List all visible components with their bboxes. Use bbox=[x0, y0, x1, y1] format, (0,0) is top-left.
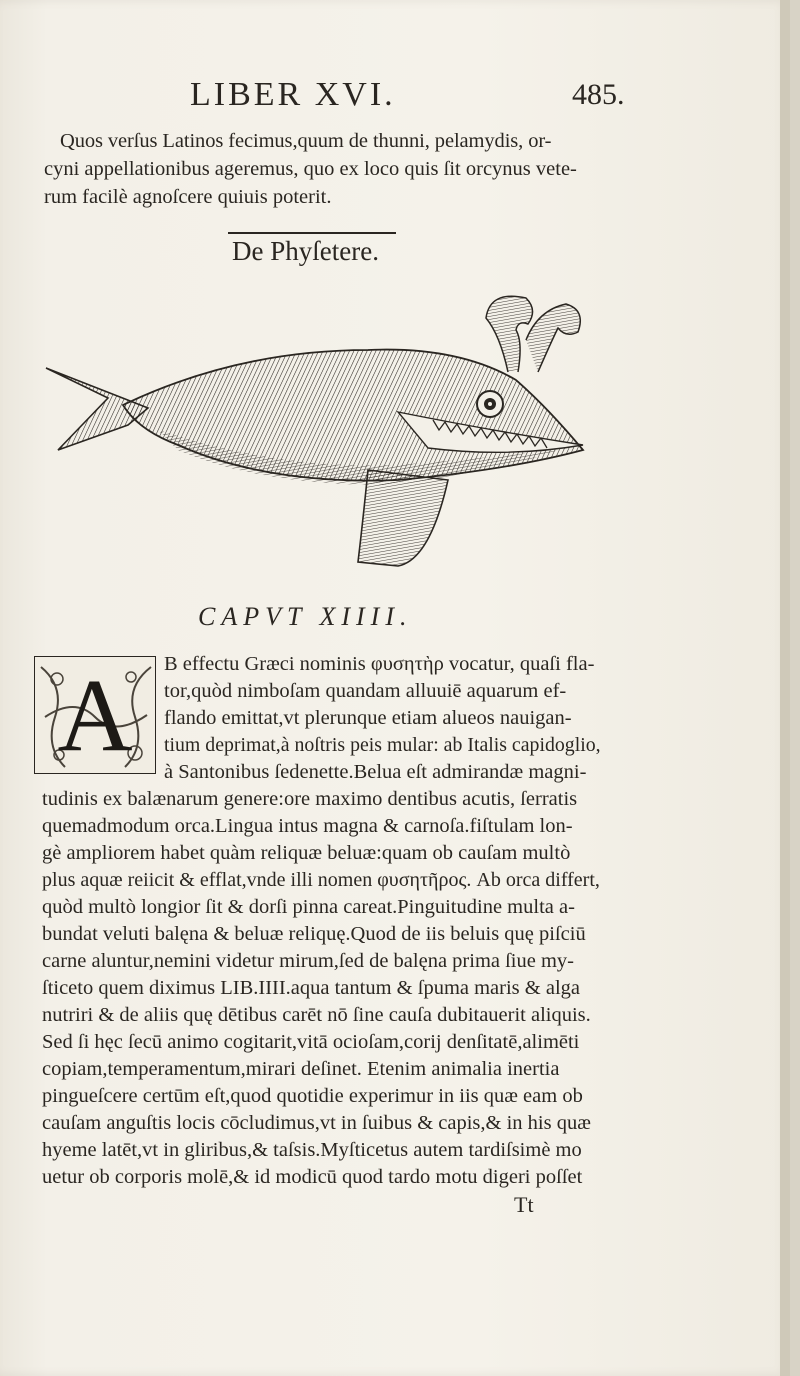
decorated-initial bbox=[34, 656, 156, 774]
section-rule bbox=[228, 232, 396, 234]
text-line: cauſam anguſtis locis cōcludimus,vt in ſuibus & capis,& in his quæ bbox=[42, 1112, 591, 1134]
text-line: carne aluntur,nemini videtur mirum,ſed de balęna prima ſiue my- bbox=[42, 950, 574, 972]
running-head bbox=[190, 76, 630, 116]
intro-line: rum facilè agnoſcere quiuis poterit. bbox=[44, 186, 332, 208]
text-line: nutriri & de aliis quę dētibus carēt nō ſine cauſa dubitauerit aliquis. bbox=[42, 1004, 591, 1026]
page-number: 485. bbox=[572, 78, 625, 111]
initial-letter: A bbox=[57, 658, 133, 773]
text-line: à Santonibus ſedenette.Belua eſt admirandæ magni- bbox=[164, 761, 587, 783]
text-line: Sed ſi hęc ſecū animo cogitarit,vitā ocioſam,corij denſitatē,alimēti bbox=[42, 1031, 580, 1053]
text-line: pingueſcere certūm eſt,quod quotidie experimur in iis quæ eam ob bbox=[42, 1085, 583, 1107]
catchword: Tt bbox=[514, 1192, 534, 1217]
text-line: hyeme latēt,vt in gliribus,& taſsis.Myſticetus autem tardiſsimè mo bbox=[42, 1139, 582, 1161]
intro-line: Quos verſus Latinos fecimus,quum de thunni, pelamydis, or- bbox=[60, 130, 552, 152]
section-title: De Phyſetere. bbox=[232, 236, 379, 266]
text-line: plus aquæ reiicit & efflat,vnde illi nomen φυσητῆρος. Ab orca differt, bbox=[42, 869, 600, 891]
chapter-heading: CAPVT XIIII. bbox=[198, 602, 413, 631]
text-line: bundat veluti balęna & beluæ reliquę.Quod de iis beluis quę piſciū bbox=[42, 923, 586, 945]
text-line: quemadmodum orca.Lingua intus magna & carnoſa.fiſtulam lon- bbox=[42, 815, 573, 837]
page-edge bbox=[780, 0, 790, 1376]
text-line: tium deprimat,à noſtris peis mular: ab Italis capidoglio, bbox=[164, 734, 601, 756]
text-line: quòd multò longior ſit & dorſi pinna careat.Pinguitudine multa a- bbox=[42, 896, 575, 918]
text-line: uetur ob corporis molē,& id modicū quod tardo motu digeri poſſet bbox=[42, 1166, 583, 1188]
intro-line: cyni appellationibus ageremus, quo ex loco quis ſit orcynus vete- bbox=[44, 158, 577, 180]
running-head-title: LIBER XVI. bbox=[190, 76, 396, 113]
text-line: gè ampliorem habet quàm reliquæ beluæ:quam ob cauſam multò bbox=[42, 842, 571, 864]
text-line: flando emittat,vt plerunque etiam alueos nauigan- bbox=[164, 707, 572, 729]
whale-woodcut-illustration bbox=[38, 280, 608, 570]
text-line: copiam,temperamentum,mirari deſinet. Etenim animalia inertia bbox=[42, 1058, 560, 1080]
text-line: ſticeto quem diximus LIB.IIII.aqua tantum & ſpuma maris & alga bbox=[42, 977, 580, 999]
text-line: B effectu Græci nominis φυσητὴρ vocatur, quaſi fla- bbox=[164, 653, 595, 675]
text-line: tudinis ex balænarum genere:ore maximo dentibus acutis, ſerratis bbox=[42, 788, 578, 810]
text-line: tor,quòd nimboſam quandam alluuiē aquarum ef- bbox=[164, 680, 567, 702]
